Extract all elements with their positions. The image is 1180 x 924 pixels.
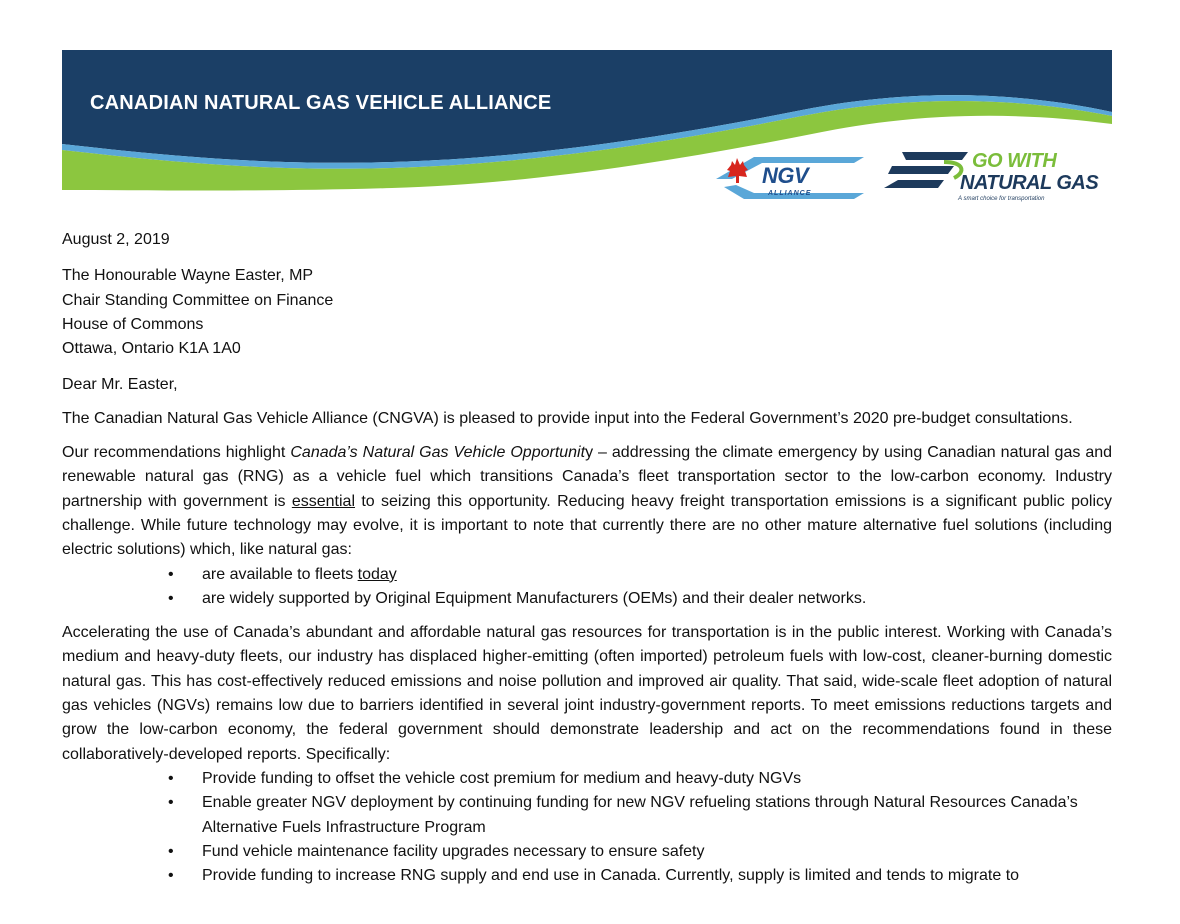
text-run: to seizing this opportunity. Reducing heavy freight transportation emissions is a significant public policy challenge. While future technology may evolve, it is important to note that currently there are no other mature alternative fuel solutions (including electric solutions) which, like natural gas: bbox=[62, 492, 1113, 559]
recipient-line: Ottawa, Ontario K1A 1A0 bbox=[62, 340, 241, 358]
bullet-list-2 bbox=[62, 767, 1112, 888]
maple-leaf-icon bbox=[727, 158, 748, 183]
text-run-italic: Canada’s Natural Gas Vehicle Opportunit bbox=[290, 444, 586, 462]
paragraph-accelerating: Accelerating the use of Canada’s abundant and affordable natural gas resources for transportation is in the public interest. Working with Canada’s medium and heavy-duty fleets, our industry has displaced higher-emitting (often imported) petroleum fuels with low-cost, cleaner-burning domestic natural gas. This has cost-effectively reduced emissions and noise pollution and improved air quality. That said, wide-scale fleet adoption of natural gas vehicles (NGVs) remains low due to barriers identified in several joint industry-government reports. To meet emissions reductions targets and grow the low-carbon economy, the federal government should demonstrate leadership and act on the recommendations found in these collaboratively-developed reports. Specifically: bbox=[62, 624, 1112, 763]
recipient-line: The Honourable Wayne Easter, MP bbox=[62, 267, 314, 285]
ngv-logo-text: NGV bbox=[762, 163, 809, 188]
letterhead-banner bbox=[62, 50, 1112, 210]
paragraph-intro: The Canadian Natural Gas Vehicle Alliance (CNGVA) is pleased to provide input into the Federal Government’s 2020 pre-budget consultations. bbox=[62, 409, 1073, 427]
gwng-logo-line1: GO WITH bbox=[972, 150, 1057, 172]
gwng-logo-line2: NATURAL GAS bbox=[960, 172, 1099, 194]
text-run: Our recommendations highlight bbox=[62, 444, 291, 462]
text-run-underlined: today bbox=[357, 565, 397, 583]
salutation: Dear Mr. Easter, bbox=[62, 376, 178, 394]
letter-body bbox=[62, 228, 1112, 888]
text-run: y – addressing the climate emergency by using Canadian natural gas and renewable natural gas (RNG) as a vehicle fuel which transitions Canada’s fleet transportation sector to the low-carbon economy. Industry partnership with government is bbox=[62, 444, 1113, 510]
bullet-list-1 bbox=[62, 563, 1112, 612]
list-item: • Provide funding to increase RNG supply and end use in Canada. Currently, supply is limited and tends to migrate to bbox=[62, 864, 1112, 888]
organization-title: CANADIAN NATURAL GAS VEHICLE ALLIANCE bbox=[90, 92, 552, 114]
paragraph-recommendations bbox=[62, 441, 1112, 562]
list-item: • are widely supported by Original Equipment Manufacturers (OEMs) and their dealer networks. bbox=[62, 587, 1112, 611]
letter-date: August 2, 2019 bbox=[62, 231, 170, 248]
list-item: • Provide funding to offset the vehicle cost premium for medium and heavy-duty NGVs bbox=[62, 767, 1112, 791]
list-item: • Enable greater NGV deployment by continuing funding for new NGV refueling stations through Natural Resources Canada’s Alternative Fuels Infrastructure Program bbox=[62, 791, 1112, 840]
recipient-address bbox=[62, 264, 1112, 361]
recipient-line: House of Commons bbox=[62, 315, 204, 333]
ngv-logo-subtext: ALLIANCE bbox=[768, 190, 812, 197]
text-run-underlined: essential bbox=[291, 492, 355, 510]
recipient-line: Chair Standing Committee on Finance bbox=[62, 291, 334, 309]
list-item: • Fund vehicle maintenance facility upgrades necessary to ensure safety bbox=[62, 840, 1112, 864]
text-run: are available to fleets bbox=[202, 565, 358, 583]
list-item bbox=[62, 563, 1112, 587]
gwng-logo-tagline: A smart choice for transportation bbox=[958, 196, 1045, 202]
